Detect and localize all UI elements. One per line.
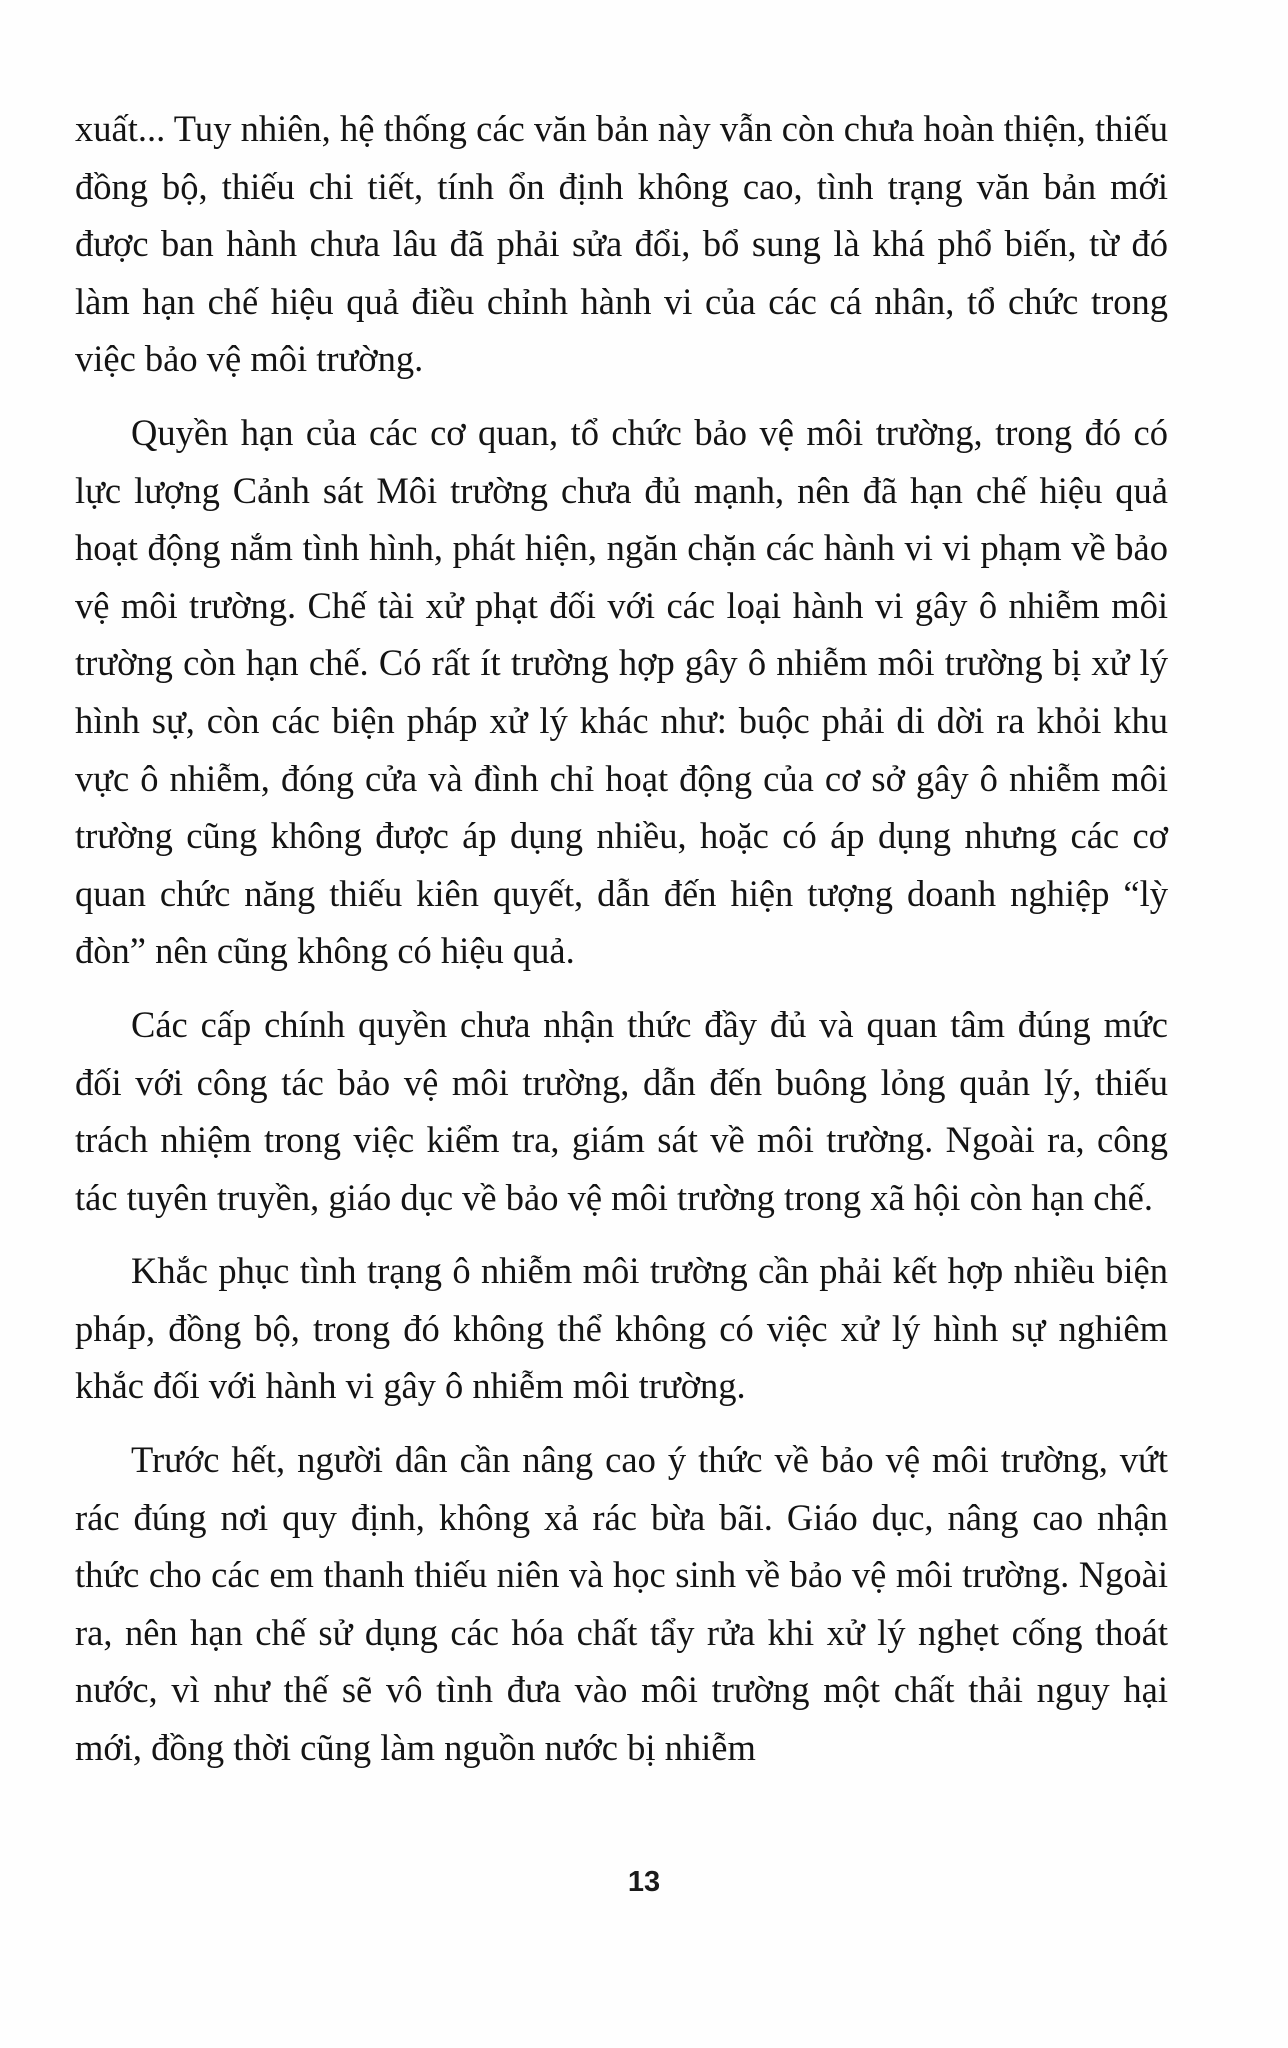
paragraph: Các cấp chính quyền chưa nhận thức đầy đủ và quan tâm đúng mức đối với công tác bảo vệ môi trường, dẫn đến buông lỏng quản lý, thiếu trách nhiệm trong việc kiểm tra, giám sát về môi trường. Ngoài ra, công tác tuyên truyền, giáo dục về bảo vệ môi trường trong xã hội còn hạn chế. [75, 1003, 1168, 1218]
page-number: 13 [627, 1866, 661, 1898]
paragraph: Khắc phục tình trạng ô nhiễm môi trường cần phải kết hợp nhiều biện pháp, đồng bộ, trong đó không thể không có việc xử lý hình sự nghiêm khắc đối với hành vi gây ô nhiễm môi trường. [75, 1250, 1168, 1407]
body-text [75, 100, 1168, 1793]
paragraph: xuất... Tuy nhiên, hệ thống các văn bản này vẫn còn chưa hoàn thiện, thiếu đồng bộ, thiếu chi tiết, tính ổn định không cao, tình trạng văn bản mới được ban hành chưa lâu đã phải sửa đổi, bổ sung là khá phổ biến, từ đó làm hạn chế hiệu quả điều chỉnh hành vi của các cá nhân, tổ chức trong việc bảo vệ môi trường. [75, 108, 1168, 380]
paragraph: Quyền hạn của các cơ quan, tổ chức bảo vệ môi trường, trong đó có lực lượng Cảnh sát Môi trường chưa đủ mạnh, nên đã hạn chế hiệu quả hoạt động nắm tình hình, phát hiện, ngăn chặn các hành vi vi phạm về bảo vệ môi trường. Chế tài xử phạt đối với các loại hành vi gây ô nhiễm môi trường còn hạn chế. Có rất ít trường hợp gây ô nhiễm môi trường bị xử lý hình sự, còn các biện pháp xử lý khác như: buộc phải di dời ra khỏi khu vực ô nhiễm, đóng cửa và đình chỉ hoạt động của cơ sở gây ô nhiễm môi trường cũng không được áp dụng nhiều, hoặc có áp dụng nhưng các cơ quan chức năng thiếu kiên quyết, dẫn đến hiện tượng doanh nghiệp “lỳ đòn” nên cũng không có hiệu quả. [75, 411, 1168, 972]
paragraph: Trước hết, người dân cần nâng cao ý thức về bảo vệ môi trường, vứt rác đúng nơi quy định, không xả rác bừa bãi. Giáo dục, nâng cao nhận thức cho các em thanh thiếu niên và học sinh về bảo vệ môi trường. Ngoài ra, nên hạn chế sử dụng các hóa chất tẩy rửa khi xử lý nghẹt cống thoát nước, vì như thế sẽ vô tình đưa vào môi trường một chất thải nguy hại mới, đồng thời cũng làm nguồn nước bị nhiễm [75, 1439, 1168, 1769]
